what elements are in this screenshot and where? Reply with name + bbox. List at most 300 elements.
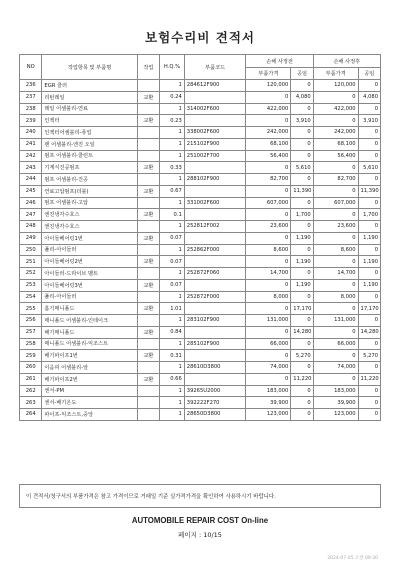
row-number: 244 bbox=[20, 174, 42, 186]
row-hq: 1 bbox=[160, 103, 185, 115]
row-number: 241 bbox=[20, 138, 42, 150]
row-work-type: 교환 bbox=[137, 256, 159, 268]
row-hq: 1 bbox=[160, 174, 185, 186]
row-work-type bbox=[137, 362, 159, 374]
row-before-part-price: 0 bbox=[246, 162, 291, 174]
row-work-type bbox=[137, 385, 159, 397]
row-after-part-price: 0 bbox=[313, 91, 358, 103]
row-part-code: 39265U2000 bbox=[184, 385, 246, 397]
header-before-labor: 공임 bbox=[291, 68, 313, 80]
header-hq: H.Q.% bbox=[160, 55, 185, 80]
row-before-part-price: 8,000 bbox=[246, 291, 291, 303]
header-before: 손해 사정전 bbox=[246, 55, 313, 68]
row-part-code bbox=[184, 209, 246, 221]
row-number: 246 bbox=[20, 197, 42, 209]
row-hq: 1 bbox=[160, 385, 185, 397]
row-hq: 0.33 bbox=[160, 162, 185, 174]
row-before-labor: 1,190 bbox=[291, 232, 313, 244]
table-row bbox=[20, 127, 381, 139]
row-hq: 0.24 bbox=[160, 91, 185, 103]
row-part-code bbox=[184, 373, 246, 385]
row-before-labor: 0 bbox=[291, 103, 313, 115]
table-row bbox=[20, 150, 381, 162]
row-before-labor: 5,610 bbox=[291, 162, 313, 174]
row-hq: 1 bbox=[160, 291, 185, 303]
row-item-name: 아이들베어링3번 bbox=[42, 279, 137, 291]
row-before-labor: 1,190 bbox=[291, 279, 313, 291]
row-before-labor: 11,220 bbox=[291, 373, 313, 385]
row-before-labor: 0 bbox=[291, 409, 313, 421]
row-after-part-price: 0 bbox=[313, 162, 358, 174]
row-work-type bbox=[137, 338, 159, 350]
table-row bbox=[20, 209, 381, 221]
row-part-code: 215102F900 bbox=[184, 138, 246, 150]
row-work-type: 교환 bbox=[137, 350, 159, 362]
row-part-code: 252812F002 bbox=[184, 221, 246, 233]
row-work-type bbox=[137, 150, 159, 162]
row-part-code: 283102F900 bbox=[184, 315, 246, 327]
row-item-name: 인젝터 bbox=[42, 115, 137, 127]
row-part-code: 331002F600 bbox=[184, 197, 246, 209]
row-part-code: 288102F900 bbox=[184, 174, 246, 186]
row-after-labor: 0 bbox=[358, 409, 380, 421]
row-after-labor: 17,170 bbox=[358, 303, 380, 315]
row-work-type: 교환 bbox=[137, 162, 159, 174]
row-before-labor: 1,700 bbox=[291, 209, 313, 221]
row-hq: 0.84 bbox=[160, 326, 185, 338]
row-after-part-price: 242,000 bbox=[313, 127, 358, 139]
row-item-name: 펌프 어셈블리-진공 bbox=[42, 174, 137, 186]
row-after-part-price: 120,000 bbox=[313, 80, 358, 92]
row-after-labor: 0 bbox=[358, 291, 380, 303]
table-row bbox=[20, 185, 381, 197]
row-part-code bbox=[184, 115, 246, 127]
row-after-part-price: 0 bbox=[313, 115, 358, 127]
row-item-name: 풀리-아이들러 bbox=[42, 244, 137, 256]
row-before-labor: 4,080 bbox=[291, 91, 313, 103]
table-row bbox=[20, 197, 381, 209]
row-before-part-price: 0 bbox=[246, 303, 291, 315]
row-item-name: 센서-PM bbox=[42, 385, 137, 397]
row-work-type: 교환 bbox=[137, 185, 159, 197]
row-work-type bbox=[137, 291, 159, 303]
row-before-part-price: 74,000 bbox=[246, 362, 291, 374]
row-item-name: 흡기매니폴드 bbox=[42, 303, 137, 315]
row-after-part-price: 607,000 bbox=[313, 197, 358, 209]
header-after-part-price: 부품가격 bbox=[313, 68, 358, 80]
row-number: 256 bbox=[20, 315, 42, 327]
table-row bbox=[20, 373, 381, 385]
row-part-code: 338002F600 bbox=[184, 127, 246, 139]
row-after-part-price: 23,600 bbox=[313, 221, 358, 233]
row-after-labor: 0 bbox=[358, 244, 380, 256]
row-item-name: 인젝터어셈블리-퓨얼 bbox=[42, 127, 137, 139]
row-hq: 0.07 bbox=[160, 279, 185, 291]
row-number: 242 bbox=[20, 150, 42, 162]
row-number: 252 bbox=[20, 268, 42, 280]
row-part-code: 251002F700 bbox=[184, 150, 246, 162]
row-after-labor: 0 bbox=[358, 174, 380, 186]
row-work-type bbox=[137, 221, 159, 233]
row-work-type bbox=[137, 127, 159, 139]
row-before-labor: 17,170 bbox=[291, 303, 313, 315]
table-row bbox=[20, 326, 381, 338]
header-item: 작업항목 및 부품명 bbox=[42, 55, 137, 80]
row-work-type bbox=[137, 174, 159, 186]
row-item-name: 펌프 어셈블리-쿨런트 bbox=[42, 150, 137, 162]
row-after-part-price: 0 bbox=[313, 326, 358, 338]
row-after-part-price: 82,700 bbox=[313, 174, 358, 186]
footer-title: AUTOMOBILE REPAIR COST On-line bbox=[131, 516, 269, 525]
row-part-code bbox=[184, 162, 246, 174]
row-after-labor: 5,610 bbox=[358, 162, 380, 174]
header-code: 부품코드 bbox=[184, 55, 246, 80]
row-before-labor: 0 bbox=[291, 338, 313, 350]
row-before-part-price: 82,700 bbox=[246, 174, 291, 186]
row-work-type bbox=[137, 397, 159, 409]
estimate-table bbox=[19, 54, 381, 421]
row-hq: 1 bbox=[160, 80, 185, 92]
row-before-labor: 0 bbox=[291, 397, 313, 409]
row-item-name: 아이들베어링1번 bbox=[42, 232, 137, 244]
row-part-code bbox=[184, 232, 246, 244]
row-work-type: 교환 bbox=[137, 209, 159, 221]
table-row bbox=[20, 244, 381, 256]
table-row bbox=[20, 303, 381, 315]
row-after-part-price: 39,900 bbox=[313, 397, 358, 409]
page-indicator: 페이지 : 10/15 bbox=[178, 531, 222, 539]
row-part-code bbox=[184, 326, 246, 338]
row-work-type bbox=[137, 80, 159, 92]
row-after-part-price: 0 bbox=[313, 373, 358, 385]
row-item-name: 팬 어셈블리-엔진 오일 bbox=[42, 138, 137, 150]
row-after-labor: 0 bbox=[358, 138, 380, 150]
row-before-labor: 0 bbox=[291, 138, 313, 150]
row-before-part-price: 23,600 bbox=[246, 221, 291, 233]
row-hq: 0.23 bbox=[160, 115, 185, 127]
row-work-type: 교환 bbox=[137, 326, 159, 338]
table-row bbox=[20, 409, 381, 421]
row-after-labor: 3,910 bbox=[358, 115, 380, 127]
row-hq: 1 bbox=[160, 315, 185, 327]
row-before-part-price: 0 bbox=[246, 256, 291, 268]
row-after-labor: 0 bbox=[358, 221, 380, 233]
row-after-labor: 0 bbox=[358, 268, 380, 280]
table-row bbox=[20, 221, 381, 233]
row-after-labor: 11,390 bbox=[358, 185, 380, 197]
table-row bbox=[20, 350, 381, 362]
row-after-part-price: 131,000 bbox=[313, 315, 358, 327]
row-before-part-price: 120,000 bbox=[246, 80, 291, 92]
row-after-part-price: 68,100 bbox=[313, 138, 358, 150]
row-number: 257 bbox=[20, 326, 42, 338]
row-part-code bbox=[184, 279, 246, 291]
row-hq: 1 bbox=[160, 138, 185, 150]
row-item-name: 리턴레일 bbox=[42, 91, 137, 103]
row-work-type: 교환 bbox=[137, 303, 159, 315]
table-row bbox=[20, 138, 381, 150]
row-after-labor: 0 bbox=[358, 197, 380, 209]
header-work: 작업 bbox=[137, 55, 159, 80]
row-after-labor: 0 bbox=[358, 385, 380, 397]
row-after-part-price: 123,000 bbox=[313, 409, 358, 421]
table-row bbox=[20, 103, 381, 115]
row-after-part-price: 0 bbox=[313, 279, 358, 291]
row-after-labor: 0 bbox=[358, 80, 380, 92]
row-number: 238 bbox=[20, 103, 42, 115]
row-before-labor: 0 bbox=[291, 244, 313, 256]
row-before-labor: 0 bbox=[291, 80, 313, 92]
row-before-labor: 0 bbox=[291, 315, 313, 327]
row-item-name: 배기매니폴드 bbox=[42, 326, 137, 338]
header-after-labor: 공임 bbox=[358, 68, 380, 80]
table-body bbox=[20, 80, 381, 421]
table-row bbox=[20, 315, 381, 327]
row-item-name: 기계식진공펌프 bbox=[42, 162, 137, 174]
row-item-name: 아이들러-드라이브 벨트 bbox=[42, 268, 137, 280]
row-before-part-price: 0 bbox=[246, 185, 291, 197]
row-after-part-price: 8,600 bbox=[313, 244, 358, 256]
row-after-part-price: 0 bbox=[313, 209, 358, 221]
row-after-labor: 0 bbox=[358, 315, 380, 327]
row-after-part-price: 0 bbox=[313, 303, 358, 315]
row-number: 245 bbox=[20, 185, 42, 197]
document-title: 보험수리비 견적서 bbox=[145, 30, 255, 45]
row-number: 261 bbox=[20, 373, 42, 385]
row-number: 255 bbox=[20, 303, 42, 315]
table-row bbox=[20, 232, 381, 244]
row-after-part-price: 0 bbox=[313, 185, 358, 197]
row-part-code: 28650D3800 bbox=[184, 409, 246, 421]
row-after-labor: 11,220 bbox=[358, 373, 380, 385]
row-number: 254 bbox=[20, 291, 42, 303]
row-after-part-price: 0 bbox=[313, 256, 358, 268]
row-item-name: 아이들베어링2번 bbox=[42, 256, 137, 268]
row-after-part-price: 56,400 bbox=[313, 150, 358, 162]
table-row bbox=[20, 268, 381, 280]
row-item-name: 펌프 어셈블리-고압 bbox=[42, 197, 137, 209]
header-before-part-price: 부품가격 bbox=[246, 68, 291, 80]
row-after-labor: 1,700 bbox=[358, 209, 380, 221]
row-after-labor: 4,080 bbox=[358, 91, 380, 103]
row-before-part-price: 14,700 bbox=[246, 268, 291, 280]
row-number: 259 bbox=[20, 350, 42, 362]
row-work-type bbox=[137, 268, 159, 280]
row-hq: 0.67 bbox=[160, 185, 185, 197]
row-number: 239 bbox=[20, 115, 42, 127]
row-before-part-price: 0 bbox=[246, 232, 291, 244]
row-item-name: 이음피 어셈블리-앞 bbox=[42, 362, 137, 374]
row-before-part-price: 0 bbox=[246, 373, 291, 385]
row-number: 258 bbox=[20, 338, 42, 350]
row-part-code: 314002F600 bbox=[184, 103, 246, 115]
row-number: 263 bbox=[20, 397, 42, 409]
table-row bbox=[20, 80, 381, 92]
row-before-part-price: 242,000 bbox=[246, 127, 291, 139]
row-before-labor: 1,190 bbox=[291, 256, 313, 268]
row-before-part-price: 68,100 bbox=[246, 138, 291, 150]
row-part-code bbox=[184, 303, 246, 315]
row-part-code: 28610D3800 bbox=[184, 362, 246, 374]
row-item-name: 연료고압펌프(더블) bbox=[42, 185, 137, 197]
row-number: 251 bbox=[20, 256, 42, 268]
row-number: 250 bbox=[20, 244, 42, 256]
row-after-part-price: 422,000 bbox=[313, 103, 358, 115]
row-before-labor: 0 bbox=[291, 221, 313, 233]
row-after-labor: 1,190 bbox=[358, 256, 380, 268]
row-part-code: 284612F900 bbox=[184, 80, 246, 92]
table-row bbox=[20, 91, 381, 103]
row-work-type bbox=[137, 138, 159, 150]
row-item-name: 매니폴드 어셈블리-익조스트 bbox=[42, 338, 137, 350]
row-part-code: 252862F000 bbox=[184, 244, 246, 256]
row-before-part-price: 0 bbox=[246, 91, 291, 103]
row-before-labor: 0 bbox=[291, 150, 313, 162]
row-part-code bbox=[184, 91, 246, 103]
row-hq: 1 bbox=[160, 221, 185, 233]
row-hq: 0.31 bbox=[160, 350, 185, 362]
table-row bbox=[20, 338, 381, 350]
row-item-name: 풀리-아이들러 bbox=[42, 291, 137, 303]
row-before-part-price: 0 bbox=[246, 350, 291, 362]
row-after-labor: 0 bbox=[358, 397, 380, 409]
row-work-type bbox=[137, 315, 159, 327]
row-number: 253 bbox=[20, 279, 42, 291]
row-item-name: 레일 어셈블리-연료 bbox=[42, 103, 137, 115]
row-after-labor: 0 bbox=[358, 150, 380, 162]
row-after-part-price: 8,000 bbox=[313, 291, 358, 303]
row-after-labor: 0 bbox=[358, 127, 380, 139]
row-part-code: 392222F270 bbox=[184, 397, 246, 409]
row-work-type: 교환 bbox=[137, 115, 159, 127]
row-before-labor: 0 bbox=[291, 127, 313, 139]
row-before-part-price: 8,600 bbox=[246, 244, 291, 256]
table-row bbox=[20, 362, 381, 374]
row-before-part-price: 0 bbox=[246, 279, 291, 291]
row-work-type: 교환 bbox=[137, 373, 159, 385]
table-row bbox=[20, 162, 381, 174]
row-before-part-price: 56,400 bbox=[246, 150, 291, 162]
row-part-code bbox=[184, 256, 246, 268]
row-before-labor: 0 bbox=[291, 385, 313, 397]
row-work-type bbox=[137, 103, 159, 115]
row-item-name: 센서-배기온도 bbox=[42, 397, 137, 409]
row-hq: 1 bbox=[160, 197, 185, 209]
row-work-type bbox=[137, 197, 159, 209]
row-work-type: 교환 bbox=[137, 279, 159, 291]
row-after-part-price: 0 bbox=[313, 350, 358, 362]
row-part-code: 252872F060 bbox=[184, 268, 246, 280]
row-after-labor: 0 bbox=[358, 338, 380, 350]
row-item-name: 엔진냉각수호스 bbox=[42, 221, 137, 233]
row-before-part-price: 0 bbox=[246, 209, 291, 221]
row-after-part-price: 0 bbox=[313, 232, 358, 244]
row-hq: 1 bbox=[160, 338, 185, 350]
row-hq: 1 bbox=[160, 244, 185, 256]
row-after-labor: 0 bbox=[358, 103, 380, 115]
table-row bbox=[20, 174, 381, 186]
row-hq: 0.07 bbox=[160, 232, 185, 244]
row-hq: 1 bbox=[160, 268, 185, 280]
row-before-labor: 5,270 bbox=[291, 350, 313, 362]
row-before-labor: 3,910 bbox=[291, 115, 313, 127]
row-hq: 1 bbox=[160, 397, 185, 409]
row-before-part-price: 131,000 bbox=[246, 315, 291, 327]
row-number: 237 bbox=[20, 91, 42, 103]
row-after-part-price: 14,700 bbox=[313, 268, 358, 280]
row-number: 249 bbox=[20, 232, 42, 244]
row-before-labor: 0 bbox=[291, 197, 313, 209]
row-item-name: EGR 쿨러 bbox=[42, 80, 137, 92]
row-hq: 1 bbox=[160, 150, 185, 162]
row-hq: 1.01 bbox=[160, 303, 185, 315]
table-row bbox=[20, 291, 381, 303]
row-work-type bbox=[137, 409, 159, 421]
row-before-part-price: 66,000 bbox=[246, 338, 291, 350]
row-hq: 1 bbox=[160, 409, 185, 421]
row-part-code bbox=[184, 350, 246, 362]
row-part-code: 252872F000 bbox=[184, 291, 246, 303]
row-hq: 0.07 bbox=[160, 256, 185, 268]
row-number: 262 bbox=[20, 385, 42, 397]
row-hq: 0.1 bbox=[160, 209, 185, 221]
row-number: 247 bbox=[20, 209, 42, 221]
table-row bbox=[20, 385, 381, 397]
row-part-code: 285102F900 bbox=[184, 338, 246, 350]
disclaimer-note: 이 견적서/청구서의 부품가격은 참고 가격이므로 거래일 기준 실가격가격을 확인하여 사용하시기 바랍니다. bbox=[19, 484, 381, 508]
row-before-labor: 14,280 bbox=[291, 326, 313, 338]
row-before-labor: 0 bbox=[291, 291, 313, 303]
header-no: NO bbox=[20, 55, 42, 80]
row-before-labor: 0 bbox=[291, 174, 313, 186]
row-hq: 1 bbox=[160, 127, 185, 139]
row-part-code bbox=[184, 185, 246, 197]
row-hq: 1 bbox=[160, 362, 185, 374]
row-before-part-price: 123,000 bbox=[246, 409, 291, 421]
row-item-name: 매니폴드 어셈블리-인테이크 bbox=[42, 315, 137, 327]
row-before-labor: 11,390 bbox=[291, 185, 313, 197]
header-after: 손해 사정후 bbox=[313, 55, 380, 68]
row-before-part-price: 0 bbox=[246, 115, 291, 127]
row-work-type: 교환 bbox=[137, 91, 159, 103]
row-before-labor: 0 bbox=[291, 268, 313, 280]
row-before-part-price: 39,900 bbox=[246, 397, 291, 409]
row-number: 264 bbox=[20, 409, 42, 421]
row-item-name: 파이프-익조스트,중앙 bbox=[42, 409, 137, 421]
row-before-part-price: 607,000 bbox=[246, 197, 291, 209]
row-before-part-price: 422,000 bbox=[246, 103, 291, 115]
row-after-labor: 1,190 bbox=[358, 232, 380, 244]
row-item-name: 엔진냉각수호스 bbox=[42, 209, 137, 221]
row-item-name: 배기파이프2번 bbox=[42, 373, 137, 385]
table-row bbox=[20, 256, 381, 268]
row-number: 240 bbox=[20, 127, 42, 139]
row-before-labor: 0 bbox=[291, 362, 313, 374]
row-before-part-price: 183,000 bbox=[246, 385, 291, 397]
row-number: 243 bbox=[20, 162, 42, 174]
row-after-labor: 5,270 bbox=[358, 350, 380, 362]
row-after-labor: 0 bbox=[358, 362, 380, 374]
table-row bbox=[20, 397, 381, 409]
row-number: 260 bbox=[20, 362, 42, 374]
row-number: 236 bbox=[20, 80, 42, 92]
row-number: 248 bbox=[20, 221, 42, 233]
row-after-part-price: 74,000 bbox=[313, 362, 358, 374]
row-hq: 0.66 bbox=[160, 373, 185, 385]
row-after-part-price: 183,000 bbox=[313, 385, 358, 397]
row-after-labor: 14,280 bbox=[358, 326, 380, 338]
row-before-part-price: 0 bbox=[246, 326, 291, 338]
